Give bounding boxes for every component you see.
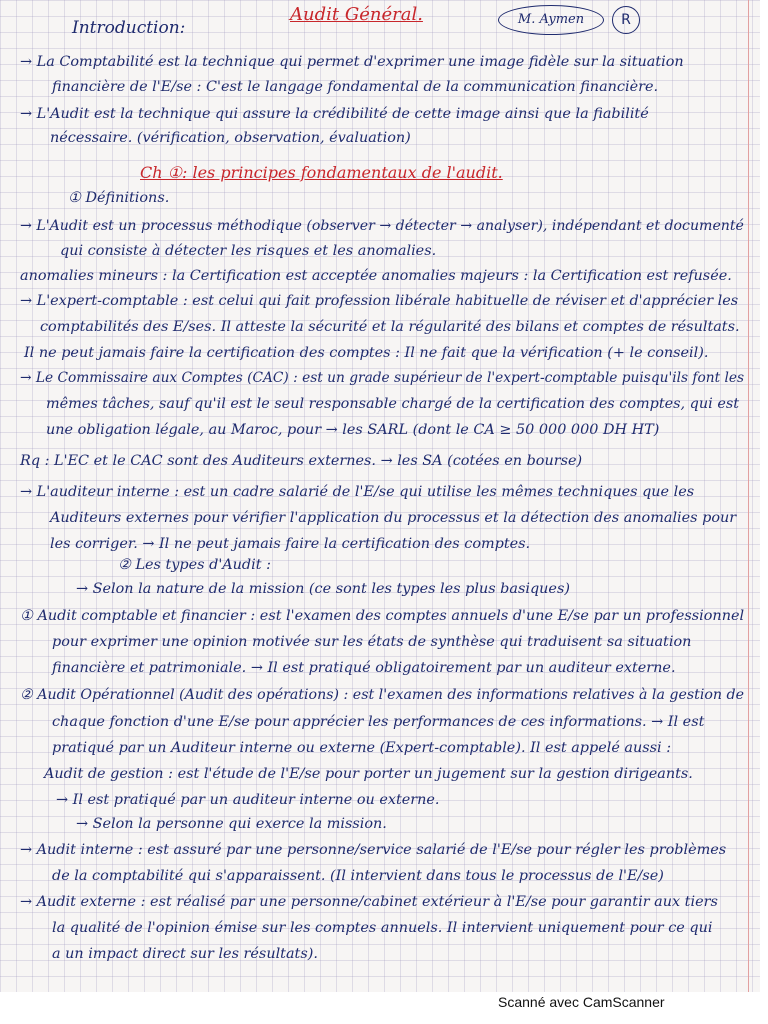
note-line: → L'expert-comptable : est celui qui fait profession libérale habituelle de réviser et d'apprécier les xyxy=(20,293,739,309)
note-line: → Le Commissaire aux Comptes (CAC) : est un grade supérieur de l'expert-comptable puisqu'ils font les xyxy=(20,370,745,386)
note-line: → Audit externe : est réalisé par une personne/cabinet extérieur à l'E/se pour garantir aux tiers xyxy=(20,894,718,910)
note-line: ① Audit comptable et financier : est l'examen des comptes annuels d'une E/se par un professionnel xyxy=(20,608,745,624)
note-line: → Selon la personne qui exerce la mission. xyxy=(76,816,387,832)
note-line: → Audit interne : est assuré par une personne/service salarié de l'E/se pour régler les problèmes xyxy=(20,842,727,858)
note-line: → L'Audit est la technique qui assure la crédibilité de cette image ainsi que la fiabilité xyxy=(20,106,649,122)
page-title: Audit Général. xyxy=(290,4,423,25)
note-line: pour exprimer une opinion motivée sur les états de synthèse qui traduisent sa situation xyxy=(52,634,692,650)
note-line: pratiqué par un Auditeur interne ou externe (Expert-comptable). Il est appelé aussi : xyxy=(52,740,672,756)
author-name: M. Aymen xyxy=(498,5,604,35)
chapter-heading xyxy=(140,163,503,182)
note-line: ① Définitions. xyxy=(68,190,170,206)
note-line: comptabilités des E/ses. Il atteste la sécurité et la régularité des bilans et comptes de résultats. xyxy=(40,319,740,335)
scanner-watermark: Scanné avec CamScanner xyxy=(498,994,665,1010)
note-line: de la comptabilité qui s'apparaissent. (Il intervient dans tous le processus de l'E/se) xyxy=(52,868,664,884)
note-line: → Il est pratiqué par un auditeur interne ou externe. xyxy=(56,792,440,808)
note-line: Rq : L'EC et le CAC sont des Auditeurs externes. → les SA (cotées en bourse) xyxy=(20,453,583,469)
note-line: nécessaire. (vérification, observation, évaluation) xyxy=(50,130,411,146)
margin-line xyxy=(748,0,749,992)
note-line: chaque fonction d'une E/se pour apprécier les performances de ces informations. → Il est xyxy=(52,714,705,730)
note-line: les corriger. → Il ne peut jamais faire la certification des comptes. xyxy=(50,536,531,552)
note-line: mêmes tâches, sauf qu'il est le seul responsable chargé de la certification des comptes, qui est xyxy=(46,396,740,412)
note-line: qui consiste à détecter les risques et les anomalies. xyxy=(60,243,437,259)
note-line: Il ne peut jamais faire la certification des comptes : Il ne fait que la vérification (+ le conseil). xyxy=(24,345,709,361)
chapter-heading-text: Ch ①: les principes fondamentaux de l'audit. xyxy=(140,163,503,182)
note-line: anomalies mineurs : la Certification est acceptée anomalies majeurs : la Certification est refusée. xyxy=(20,268,732,284)
note-line: la qualité de l'opinion émise sur les comptes annuels. Il intervient uniquement pour ce qui xyxy=(52,920,713,936)
note-line: ② Audit Opérationnel (Audit des opérations) : est l'examen des informations relatives à la gestion de xyxy=(20,687,745,703)
note-line: a un impact direct sur les résultats). xyxy=(52,946,318,962)
note-line: → L'Audit est un processus méthodique (observer → détecter → analyser), indépendant et documenté xyxy=(20,218,744,234)
note-line: financière et patrimoniale. → Il est pratiqué obligatoirement par un auditeur externe. xyxy=(52,660,676,676)
note-line: → Selon la nature de la mission (ce sont les types les plus basiques) xyxy=(76,581,570,597)
intro-heading: Introduction: xyxy=(72,18,186,38)
note-line: une obligation légale, au Maroc, pour → les SARL (dont le CA ≥ 50 000 000 DH HT) xyxy=(46,422,660,438)
note-line: Audit de gestion : est l'étude de l'E/se pour porter un jugement sur la gestion dirigeants. xyxy=(44,766,693,782)
note-line: → L'auditeur interne : est un cadre salarié de l'E/se qui utilise les mêmes techniques que les xyxy=(20,484,695,500)
author-mark: R xyxy=(612,6,640,34)
note-line: ② Les types d'Audit : xyxy=(118,557,271,573)
note-line: financière de l'E/se : C'est le langage fondamental de la communication financière. xyxy=(52,79,659,95)
note-line: Auditeurs externes pour vérifier l'application du processus et la détection des anomalies pour xyxy=(50,510,737,526)
note-line: → La Comptabilité est la technique qui permet d'exprimer une image fidèle sur la situation xyxy=(20,54,684,70)
